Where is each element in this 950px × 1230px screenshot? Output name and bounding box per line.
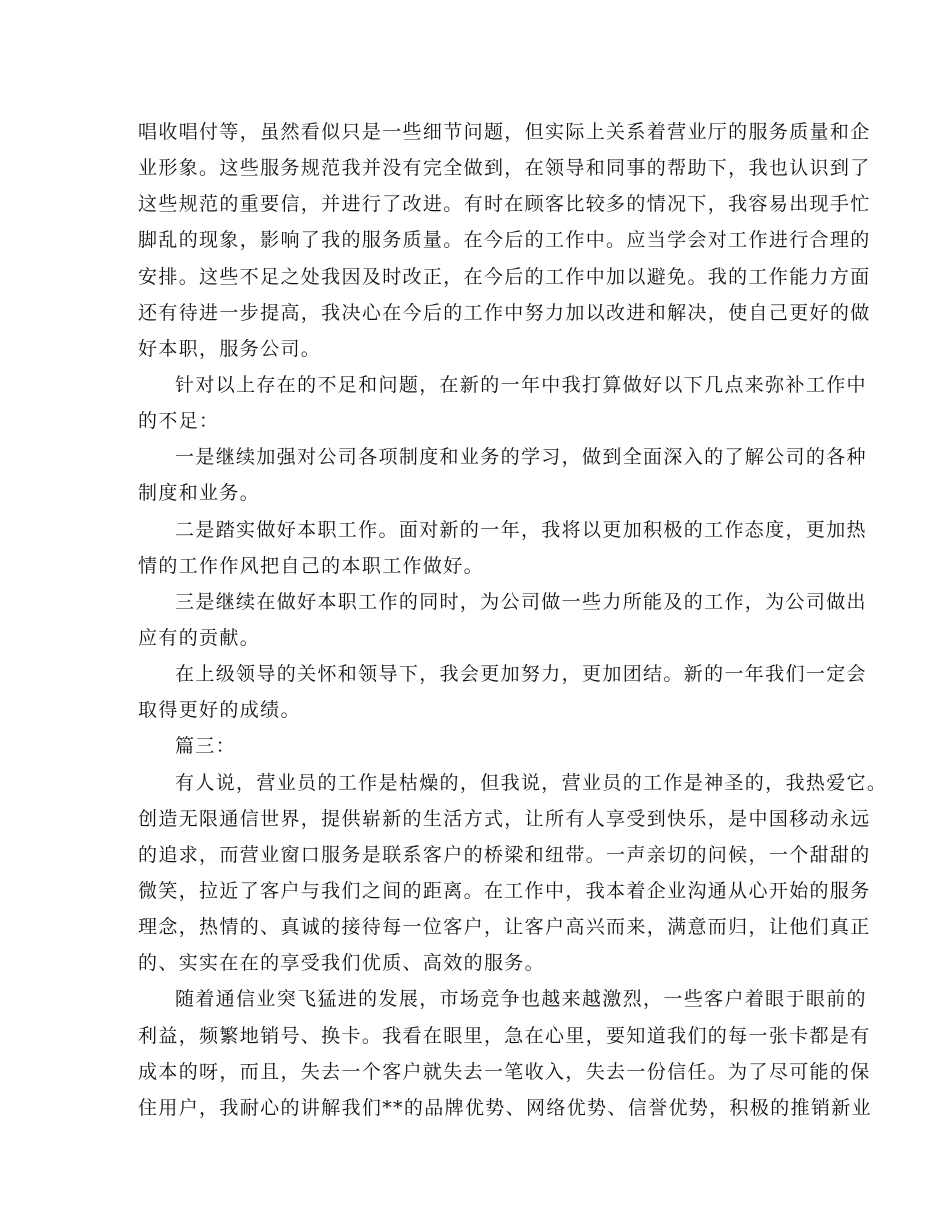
text-line: 针对以上存在的不足和问题，在新的一年中我打算做好以下几点来弥补工作中 [175,373,867,396]
section-heading: 篇三： [175,735,237,758]
text-line: 创造无限通信世界，提供崭新的生活方式，让所有人享受到快乐，是中国移动永远 [138,807,871,830]
text-line: 安排。这些不足之处我因及时改正，在今后的工作中加以避免。我的工作能力方面 [138,265,871,288]
text-line: 唱收唱付等，虽然看似只是一些细节问题，但实际上关系着营业厅的服务质量和企 [138,121,871,143]
text-line: 好本职，服务公司。 [138,337,322,360]
text-line: 在上级领导的关怀和领导下，我会更加努力，更加团结。新的一年我们一定会 [175,663,867,686]
document-body [138,114,888,1126]
text-line: 理念，热情的、真诚的接待每一位客户，让客户高兴而来，满意而归，让他们真正 [138,916,871,939]
text-line: 应有的贡献。 [138,626,261,649]
text-line: 情的工作作风把自己的本职工作做好。 [138,554,484,577]
text-line: 利益，频繁地销号、换卡。我看在眼里，急在心里，要知道我们的每一张卡都是有 [138,1024,871,1047]
text-line: 取得更好的成绩。 [138,699,301,722]
text-line: 这些规范的重要信，并进行了改进。有时在顾客比较多的情况下，我容易出现手忙 [138,193,871,216]
text-line: 还有待进一步提高，我决心在今后的工作中努力加以改进和解决，使自己更好的做 [138,301,871,324]
text-line: 二是踏实做好本职工作。面对新的一年，我将以更加积极的工作态度，更加热 [175,518,867,541]
text-line: 业形象。这些服务规范我并没有完全做到，在领导和同事的帮助下，我也认识到了 [138,157,871,180]
text-line: 成本的呀，而且，失去一个客户就失去一笔收入，失去一份信任。为了尽可能的保 [138,1060,871,1083]
text-line: 住用户，我耐心的讲解我们**的品牌优势、网络优势、信誉优势，积极的推销新业 [138,1096,872,1119]
text-line: 的、实实在在的享受我们优质、高效的服务。 [138,952,546,975]
text-line: 微笑，拉近了客户与我们之间的距离。在工作中，我本着企业沟通从心开始的服务 [138,879,871,902]
text-line: 制度和业务。 [138,482,261,505]
text-line: 的追求，而营业窗口服务是联系客户的桥梁和纽带。一声亲切的问候，一个甜甜的 [138,843,871,866]
text-line: 脚乱的现象，影响了我的服务质量。在今后的工作中。应当学会对工作进行合理的 [138,229,871,252]
text-line: 一是继续加强对公司各项制度和业务的学习，做到全面深入的了解公司的各种 [175,446,867,469]
text-line: 随着通信业突飞猛进的发展，市场竞争也越来越激烈，一些客户着眼于眼前的 [175,988,867,1011]
text-line: 有人说，营业员的工作是枯燥的，但我说，营业员的工作是神圣的，我热爱它。 [175,771,888,794]
text-line: 的不足： [138,410,220,433]
text-line: 三是继续在做好本职工作的同时，为公司做一些力所能及的工作，为公司做出 [175,590,867,613]
